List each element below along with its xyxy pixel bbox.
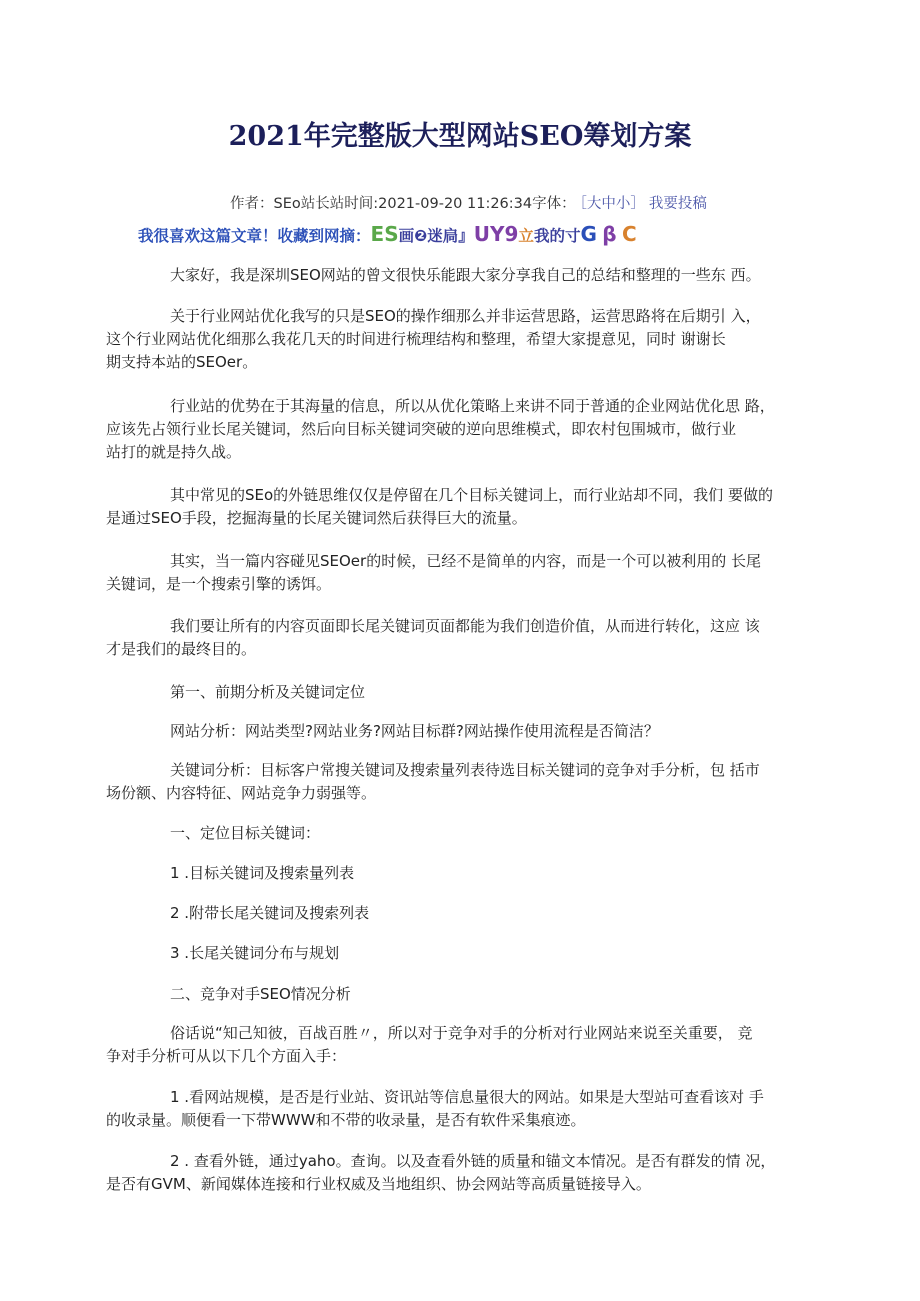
share-colon: ： — [355, 227, 371, 245]
text-line: 行业站的优势在于其海量的信息，所以从优化策略上来讲不同于普通的企业网站优化思 路， — [170, 397, 775, 415]
paragraph-site-analysis — [138, 720, 788, 743]
paragraph-keyword-analysis — [106, 759, 788, 805]
text-line: 3 .长尾关键词分布与规划 — [170, 944, 340, 962]
section-heading-1 — [138, 681, 788, 704]
font-size-link[interactable]: ［大中小］ — [579, 196, 645, 212]
paragraph-industry-seo — [106, 305, 788, 374]
submit-article-link[interactable]: 我要投稿 — [648, 196, 707, 212]
text-line: 俗话说“知己知彼，百战百胜〃，所以对于竞争对手的分析对行业网站来说至关重要， 竞 — [170, 1024, 753, 1042]
paragraph-competitor — [106, 1022, 788, 1068]
text-line: 争对手分析可从以下几个方面入手： — [106, 1047, 347, 1065]
text-line: 关键词，是一个搜索引擎的诱饵。 — [106, 575, 332, 593]
meta-info: 作者：SEo站长站时间:2021-09-20 11:26:34字体： — [230, 196, 576, 212]
paragraph-goal — [106, 615, 788, 661]
share-icon-c[interactable]: C — [622, 222, 637, 246]
text-line: 网站分析：网站类型?网站业务?网站目标群?网站操作使用流程是否简洁？ — [170, 722, 659, 740]
text-line: 我们要让所有的内容页面即长尾关键词页面都能为我们创造价值，从而进行转化，这应 该 — [170, 617, 760, 635]
text-line: 是否有GVM、新闻媒体连接和行业权威及当地组织、协会网站等高质量链接导入。 — [106, 1175, 651, 1193]
text-line: 2 . 查看外链，通过yaho。查询。以及查看外链的质量和锚文本情况。是否有群发的情 况， — [170, 1152, 776, 1170]
text-line: 站打的就是持久战。 — [106, 443, 242, 461]
paragraph-intro — [138, 264, 788, 287]
text-line: 期支持本站的SEOer。 — [106, 353, 258, 371]
share-text: 我很喜欢这篇文章！收藏到 — [138, 227, 325, 245]
text-line: 大家好，我是深圳SEO网站的曾文很快乐能跟大家分享我自己的总结和整理的一些东 西。 — [170, 266, 761, 284]
text-line: 1 .目标关键词及搜索量列表 — [170, 864, 355, 882]
paragraph-advantage — [106, 395, 788, 464]
text-line: 这个行业网站优化细那么我花几天的时间进行梳理结构和整理，希望大家提意见，同时 谢谢长 — [106, 330, 726, 348]
text-line: 关键词分析：目标客户常搜关键词及搜索量列表待选目标关键词的竞争对手分析，包 括市 — [170, 761, 760, 779]
text-line: 是通过SEO手段，挖掘海量的长尾关键词然后获得巨大的流量。 — [106, 509, 527, 527]
text-line: 应该先占领行业长尾关键词，然后向目标关键词突破的逆向思维模式，即农村包围城市，做行业 — [106, 420, 737, 438]
share-icon-uy9[interactable]: UY9 — [473, 222, 519, 246]
share-icon-mi[interactable]: 迷扃』 — [427, 227, 474, 245]
text-line: 才是我们的最终目的。 — [106, 640, 257, 658]
text-line: 关于行业网站优化我写的只是SEO的操作细那么并非运营思路，运营思路将在后期引 入， — [170, 307, 761, 325]
text-line: 一、定位目标关键词： — [170, 824, 321, 842]
share-icon-hua[interactable]: 画 — [398, 227, 415, 245]
text-line: 场份额、内容特征、网站竞争力弱强等。 — [106, 784, 377, 802]
share-icon-circle[interactable]: ❷ — [414, 227, 428, 245]
share-icon-wode[interactable]: 我的寸 — [533, 227, 581, 245]
share-icon-beta[interactable]: β — [602, 222, 617, 246]
paragraph-external-links — [106, 484, 788, 530]
subsection-heading-1 — [138, 822, 788, 845]
subsection-heading-2 — [138, 983, 788, 1006]
list-item-1 — [138, 862, 788, 885]
list-item-site-scale — [106, 1086, 788, 1132]
text-line: 二、竞争对手SEO情况分析 — [170, 985, 351, 1003]
list-item-3 — [138, 942, 788, 965]
list-item-2 — [138, 902, 788, 925]
share-icon-li[interactable]: 立 — [518, 227, 534, 245]
text-line: 其实，当一篇内容碰见SEOer的时候，已经不是简单的内容，而是一个可以被利用的 长尾 — [170, 552, 761, 570]
text-line: 第一、前期分析及关键词定位 — [170, 683, 366, 701]
share-link-wangzhai[interactable]: 网摘 — [324, 227, 356, 245]
share-icon-es[interactable]: ES — [370, 222, 399, 246]
text-line: 2 .附带长尾关键词及搜索列表 — [170, 904, 370, 922]
paragraph-content — [106, 550, 788, 596]
share-bar — [138, 222, 637, 246]
share-icon-g[interactable]: G — [580, 222, 597, 246]
text-line: 的收录量。顺便看一下带WWW和不带的收录量，是否有软件采集痕迹。 — [106, 1111, 586, 1129]
article-meta — [230, 192, 707, 213]
text-line: 其中常见的SEo的外链思维仅仅是停留在几个目标关键词上，而行业站却不同，我们 要做的 — [170, 486, 773, 504]
list-item-external-links — [106, 1150, 788, 1196]
page-title: 2021年完整版大型网站SEO筹划方案 — [228, 121, 692, 152]
text-line: 1 .看网站规模，是否是行业站、资讯站等信息量很大的网站。如果是大型站可查看该对 手 — [170, 1088, 764, 1106]
